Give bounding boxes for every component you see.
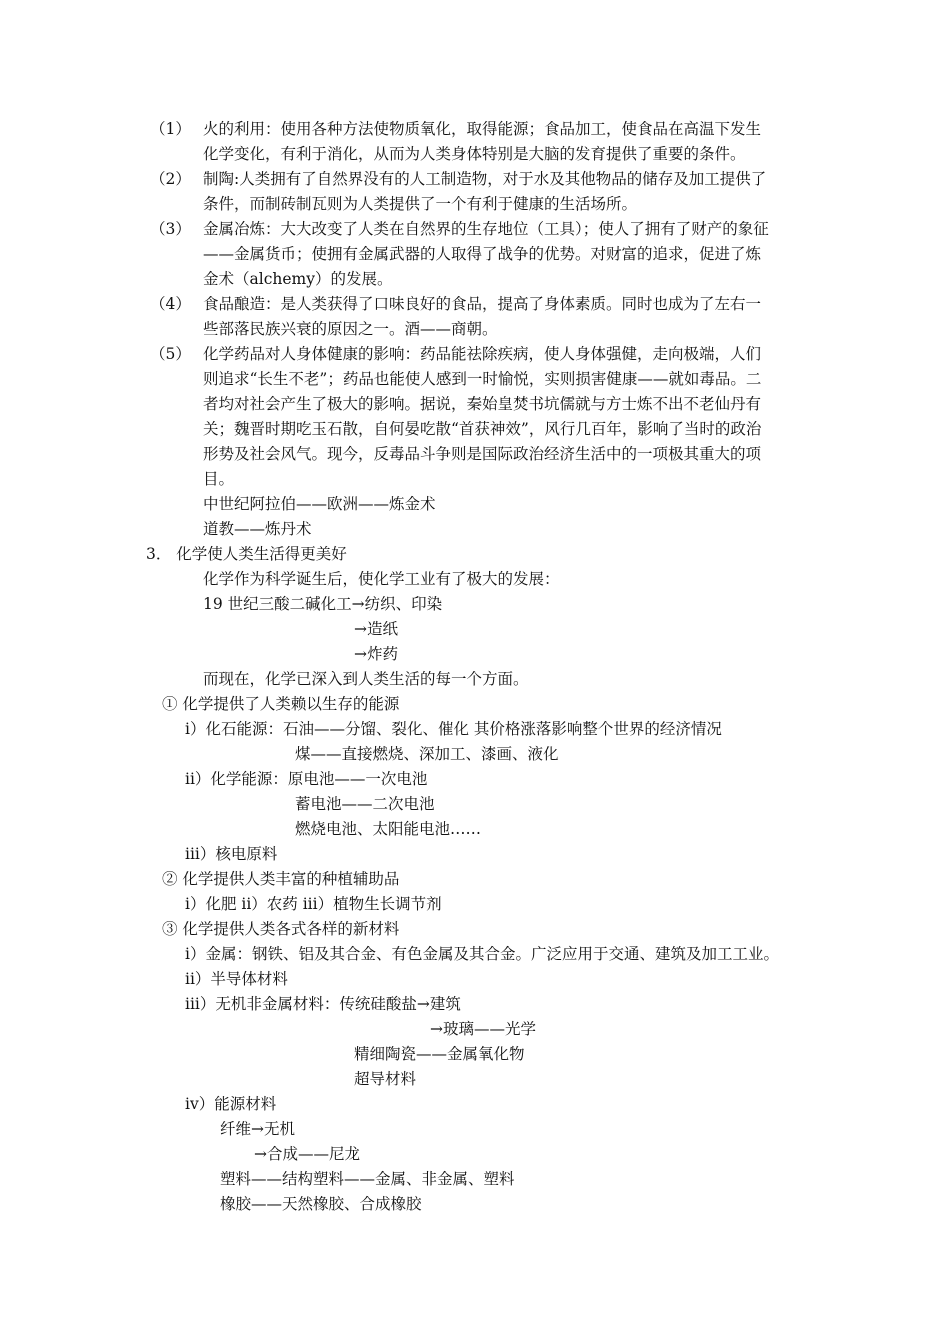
nuclear-line: iii）核电原料 bbox=[185, 845, 278, 863]
item-5-line-1: 化学药品对人身体健康的影响：药品能祛除疾病，使人身体强健，走向极端，人们 bbox=[203, 345, 762, 363]
inorganic-line-2: →玻璃——光学 bbox=[430, 1020, 536, 1038]
item-1-line-2: 化学变化，有利于消化，从而为人类身体特别是大脑的发育提供了重要的条件。 bbox=[203, 145, 746, 163]
item-1-number: （1） bbox=[150, 120, 191, 138]
fossil-energy-line-2: 煤——直接燃烧、深加工、漆画、液化 bbox=[295, 745, 559, 763]
agri-heading: ② 化学提供人类丰富的种植辅助品 bbox=[162, 870, 400, 888]
item-3-line-3: 金术（alchemy）的发展。 bbox=[203, 270, 393, 288]
item-5-line-2: 则追求“长生不老”；药品也能使人感到一时愉悦，实则损害健康——就如毒品。二 bbox=[203, 370, 762, 388]
item-5-number: （5） bbox=[150, 345, 191, 363]
item-3-line-1: 金属冶炼：大大改变了人类在自然界的生存地位（工具）；使人了拥有了财产的象征 bbox=[203, 220, 769, 238]
industry-line-2: →造纸 bbox=[354, 620, 398, 638]
item-4-number: （4） bbox=[150, 295, 191, 313]
energy-heading: ① 化学提供了人类赖以生存的能源 bbox=[162, 695, 400, 713]
item-5-line-4: 关；魏晋时期吃玉石散，自何晏吃散“首获神效”，风行几百年，影响了当时的政治 bbox=[203, 420, 762, 438]
item-2-line-1: 制陶:人类拥有了自然界没有的人工制造物，对于水及其他物品的储存及加工提供了 bbox=[203, 170, 767, 188]
inorganic-line-4: 超导材料 bbox=[354, 1070, 417, 1088]
section-3-intro: 化学作为科学诞生后，使化学工业有了极大的发展： bbox=[203, 570, 560, 588]
inorganic-line-1: iii）无机非金属材料：传统硅酸盐→建筑 bbox=[185, 995, 461, 1013]
energy-materials-line: iv）能源材料 bbox=[185, 1095, 277, 1113]
inorganic-line-3: 精细陶瓷——金属氧化物 bbox=[354, 1045, 525, 1063]
section-3-heading: 3． 化学使人类生活得更美好 bbox=[146, 545, 347, 563]
alchemy-line-2: 道教——炼丹术 bbox=[203, 520, 312, 538]
chemical-energy-line-1: ii）化学能源：原电池——一次电池 bbox=[185, 770, 428, 788]
item-4-line-1: 食品酿造：是人类获得了口味良好的食品，提高了身体素质。同时也成为了左右一 bbox=[203, 295, 762, 313]
section-3-now: 而现在，化学已深入到人类生活的每一个方面。 bbox=[203, 670, 529, 688]
alchemy-line-1: 中世纪阿拉伯——欧洲——炼金术 bbox=[203, 495, 436, 513]
item-3-line-2: ——金属货币；使拥有金属武器的人取得了战争的优势。对财富的追求，促进了炼 bbox=[203, 245, 762, 263]
item-2-number: （2） bbox=[150, 170, 191, 188]
item-4-line-2: 些部落民族兴衰的原因之一。酒——商朝。 bbox=[203, 320, 498, 338]
materials-heading: ③ 化学提供人类各式各样的新材料 bbox=[162, 920, 400, 938]
fiber-line-1: 纤维→无机 bbox=[220, 1120, 295, 1138]
chemical-energy-line-3: 燃烧电池、太阳能电池…… bbox=[295, 820, 482, 838]
fossil-energy-line-1: i）化石能源：石油——分馏、裂化、催化 其价格涨落影响整个世界的经济情况 bbox=[185, 720, 722, 738]
plastic-line: 塑料——结构塑料——金属、非金属、塑料 bbox=[220, 1170, 515, 1188]
industry-line-1: 19 世纪三酸二碱化工→纺织、印染 bbox=[203, 595, 443, 613]
fiber-line-2: →合成——尼龙 bbox=[254, 1145, 360, 1163]
item-3-number: （3） bbox=[150, 220, 191, 238]
semiconductor-line: ii）半导体材料 bbox=[185, 970, 288, 988]
chemical-energy-line-2: 蓄电池——二次电池 bbox=[295, 795, 435, 813]
item-5-line-5: 形势及社会风气。现今，反毒品斗争则是国际政治经济生活中的一项极其重大的项 bbox=[203, 445, 762, 463]
metal-line: i）金属：钢铁、铝及其合金、有色金属及其合金。广泛应用于交通、建筑及加工工业。 bbox=[185, 945, 779, 963]
item-5-line-3: 者均对社会产生了极大的影响。据说，秦始皇焚书坑儒就与方士炼不出不老仙丹有 bbox=[203, 395, 762, 413]
item-2-line-2: 条件，而制砖制瓦则为人类提供了一个有利于健康的生活场所。 bbox=[203, 195, 638, 213]
agri-line: i）化肥 ii）农药 iii）植物生长调节剂 bbox=[185, 895, 442, 913]
rubber-line: 橡胶——天然橡胶、合成橡胶 bbox=[220, 1195, 422, 1213]
industry-line-3: →炸药 bbox=[354, 645, 398, 663]
item-5-line-6: 目。 bbox=[203, 470, 235, 488]
item-1-line-1: 火的利用：使用各种方法使物质氧化，取得能源；食品加工，使食品在高温下发生 bbox=[203, 120, 762, 138]
